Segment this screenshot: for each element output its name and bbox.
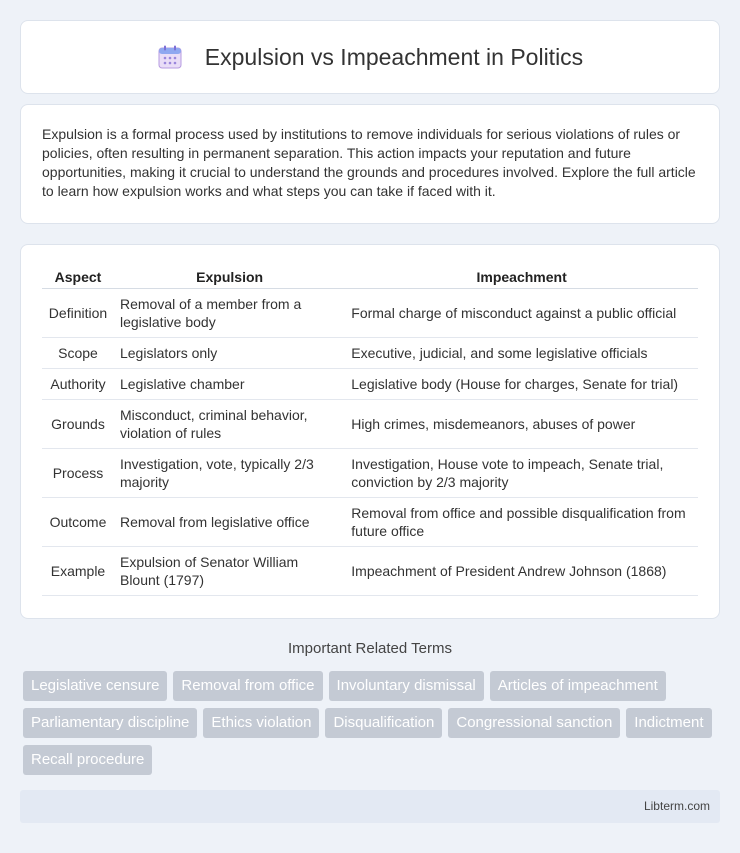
table-row	[42, 547, 698, 596]
table-row	[42, 369, 698, 400]
related-term-tag[interactable]: Articles of impeachment	[490, 671, 666, 701]
row-expulsion: Legislative chamber	[114, 369, 345, 400]
footer-site-link[interactable]: Libterm.com	[643, 799, 710, 813]
table-row	[42, 498, 698, 547]
related-terms-title: Important Related Terms	[288, 640, 452, 657]
row-impeachment: Formal charge of misconduct against a public official	[345, 289, 698, 338]
row-aspect: Definition	[42, 289, 114, 338]
related-term-tag[interactable]: Legislative censure	[23, 671, 167, 701]
related-term-tag[interactable]: Congressional sanction	[448, 708, 620, 738]
row-expulsion: Removal from legislative office	[114, 498, 345, 547]
table-row	[42, 400, 698, 449]
row-expulsion: Legislators only	[114, 338, 345, 369]
table-header-row	[42, 265, 698, 289]
header-expulsion: Expulsion	[114, 265, 345, 289]
table-row	[42, 289, 698, 338]
row-impeachment: Impeachment of President Andrew Johnson (1868)	[345, 547, 698, 596]
comparison-table-card	[20, 244, 720, 619]
related-term-tag[interactable]: Recall procedure	[23, 745, 152, 775]
related-term-tag[interactable]: Removal from office	[173, 671, 322, 701]
row-aspect: Authority	[42, 369, 114, 400]
header-aspect: Aspect	[42, 265, 114, 289]
related-terms-list	[23, 671, 723, 775]
title-card	[20, 20, 720, 94]
table-row	[42, 449, 698, 498]
intro-card	[20, 104, 720, 224]
row-impeachment: Legislative body (House for charges, Senate for trial)	[345, 369, 698, 400]
row-expulsion: Misconduct, criminal behavior, violation of rules	[114, 400, 345, 449]
row-aspect: Grounds	[42, 400, 114, 449]
row-aspect: Outcome	[42, 498, 114, 547]
page-title: Expulsion vs Impeachment in Politics	[204, 43, 584, 70]
related-term-tag[interactable]: Ethics violation	[203, 708, 319, 738]
calendar-icon	[157, 44, 183, 70]
table-row	[42, 338, 698, 369]
row-aspect: Process	[42, 449, 114, 498]
related-term-tag[interactable]: Parliamentary discipline	[23, 708, 197, 738]
row-expulsion: Removal of a member from a legislative body	[114, 289, 345, 338]
related-term-tag[interactable]: Involuntary dismissal	[329, 671, 484, 701]
row-impeachment: Investigation, House vote to impeach, Senate trial, conviction by 2/3 majority	[345, 449, 698, 498]
row-impeachment: Executive, judicial, and some legislative officials	[345, 338, 698, 369]
row-aspect: Scope	[42, 338, 114, 369]
header-impeachment: Impeachment	[345, 265, 698, 289]
row-expulsion: Investigation, vote, typically 2/3 majority	[114, 449, 345, 498]
row-impeachment: High crimes, misdemeanors, abuses of power	[345, 400, 698, 449]
comparison-table	[42, 265, 698, 596]
row-aspect: Example	[42, 547, 114, 596]
intro-text: Expulsion is a formal process used by institutions to remove individuals for serious violations of rules or policies, often resulting in permanent separation. This action impacts your reputation and future opportunities, making it crucial to understand the grounds and procedures involved. Explore the full article to learn how expulsion works and what steps you can take if faced with it.	[42, 126, 696, 199]
footer	[20, 790, 720, 823]
related-term-tag[interactable]: Disqualification	[325, 708, 442, 738]
row-impeachment: Removal from office and possible disqualification from future office	[345, 498, 698, 547]
related-term-tag[interactable]: Indictment	[626, 708, 711, 738]
row-expulsion: Expulsion of Senator William Blount (1797)	[114, 547, 345, 596]
